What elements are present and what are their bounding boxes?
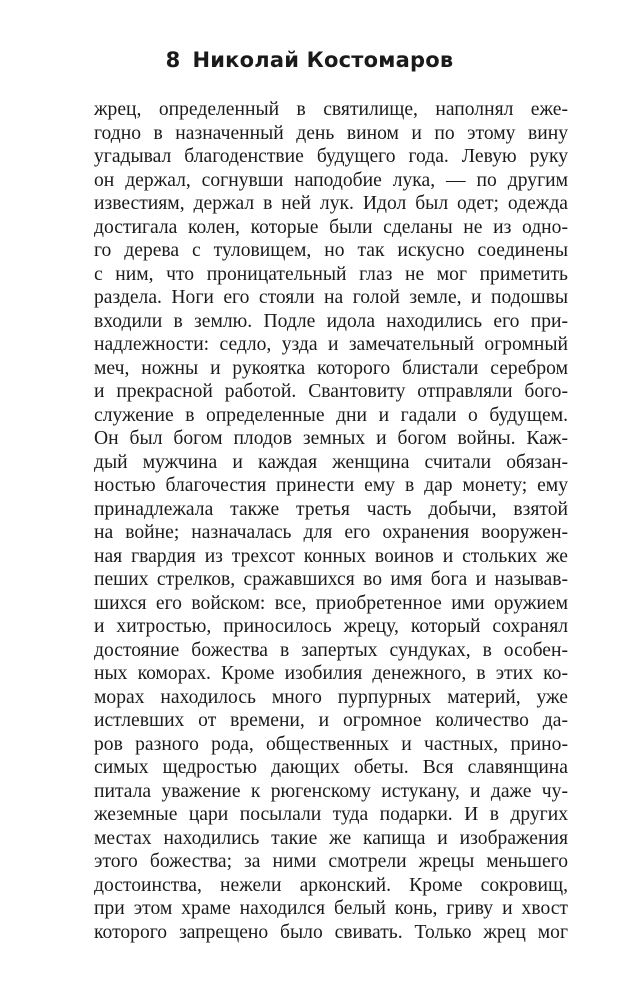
text-line: Он был богом плодов земных и богом войны. Каж-: [94, 428, 568, 449]
text-line: меч, ножны и рукоятка которого блистали серебром: [94, 357, 568, 379]
text-line: известиям, держал в ней лук. Идол был одет; одежда: [94, 193, 568, 214]
text-line: достигала колен, которые были сделаны не из одно-: [94, 216, 568, 238]
text-line: с ним, что проницательный глаз не мог приметить: [94, 263, 568, 285]
author-name: Николай Костомаров: [192, 48, 454, 72]
text-line: пеших стрелков, сражавшихся во имя бога и называв-: [94, 569, 568, 590]
text-line: го дерева с туловищем, но так искусно соединены: [94, 240, 568, 261]
text-line: этого божества; за ними смотрели жрецы меньшего: [94, 851, 568, 872]
text-line: и прекрасной работой. Свантовиту отправляли бого-: [94, 381, 568, 402]
text-line: входили в землю. Подле идола находились его при-: [94, 310, 568, 332]
text-line: дый мужчина и каждая женщина считали обязан-: [94, 451, 568, 473]
text-line: и хитростью, приносилось жрецу, который сохранял: [94, 616, 568, 637]
text-line: местах находились такие же капища и изображения: [94, 827, 568, 849]
text-line: симых щедростью дающих обеты. Вся славянщина: [94, 757, 568, 778]
text-line: он держал, согнувши наподобие лука, — по другим: [94, 169, 568, 191]
text-line: достоинства, нежели арконский. Кроме сокровищ,: [94, 874, 568, 896]
text-line: угадывал благоденствие будущего года. Левую руку: [94, 146, 568, 167]
text-line: истлевших от времени, и огромное количество да-: [94, 710, 568, 731]
text-line: ров разного рода, общественных и частных, прино-: [94, 733, 568, 755]
text-line: ная гвардия из трехсот конных воинов и стольких же: [94, 545, 568, 567]
text-line: служение в определенные дни и гадали о будущем.: [94, 404, 568, 426]
page-number: 8: [165, 48, 181, 72]
text-line: при этом храме находился белый конь, гриву и хвост: [94, 898, 568, 919]
text-line: на войне; назначалась для его охранения вооружен-: [94, 522, 568, 543]
text-line: питала уважение к рюгенскому истукану, и даже чу-: [94, 780, 568, 802]
text-line: морах находилось много пурпурных материй, уже: [94, 686, 568, 708]
running-header: [0, 48, 619, 72]
text-line: ностью благочестия принести ему в дар монету; ему: [94, 475, 568, 496]
text-line: которого запрещено было свивать. Только жрец мог: [94, 921, 568, 943]
text-line: принадлежала также третья часть добычи, взятой: [94, 498, 568, 520]
text-line: жеземные цари посылали туда подарки. И в других: [94, 804, 568, 825]
text-line: надлежности: седло, узда и замечательный огромный: [94, 334, 568, 355]
text-line: достояние божества в запертых сундуках, в особен-: [94, 639, 568, 661]
text-line: жрец, определенный в святилище, наполнял еже-: [94, 99, 568, 120]
body-text: [94, 98, 568, 944]
text-line: шихся его войском: все, приобретенное ими оружием: [94, 592, 568, 614]
text-line: раздела. Ноги его стояли на голой земле, и подошвы: [94, 287, 568, 308]
text-line: годно в назначенный день вином и по этому вину: [94, 122, 568, 144]
text-line: ных коморах. Кроме изобилия денежного, в этих ко-: [94, 663, 568, 684]
